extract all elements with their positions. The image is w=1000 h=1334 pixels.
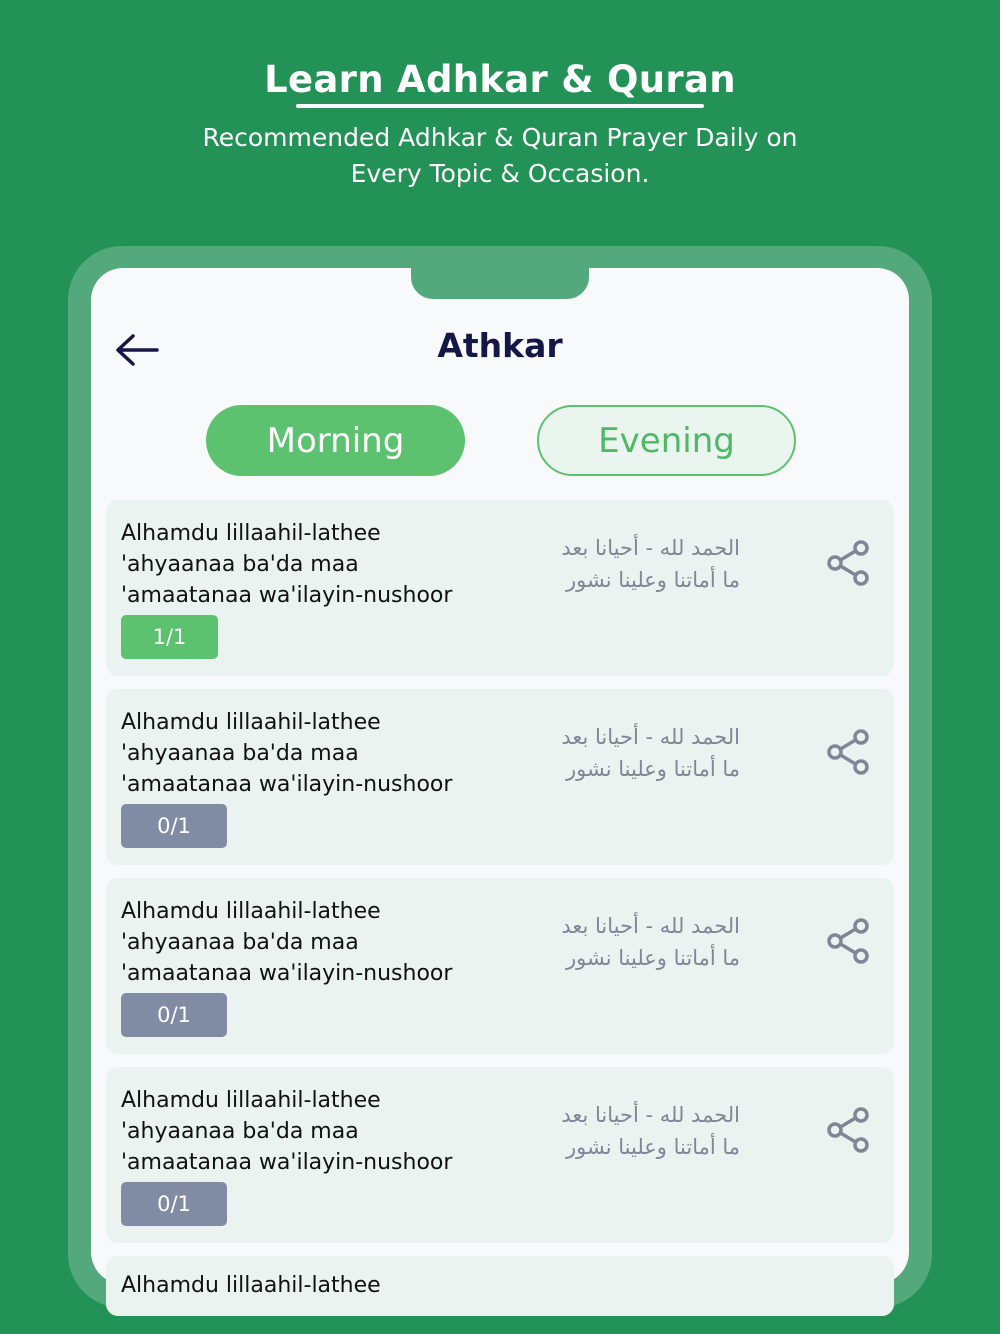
share-button[interactable] — [824, 1105, 874, 1155]
page-title: Athkar — [437, 326, 563, 365]
transliteration-text: Alhamdu lillaahil-lathee — [121, 1273, 381, 1298]
promo-subtitle: Recommended Adhkar & Quran Prayer Daily on Every Topic & Occasion. — [202, 123, 798, 188]
promo-title-underline — [296, 104, 704, 108]
app-screen — [91, 268, 909, 1298]
tab-evening[interactable]: Evening — [537, 405, 796, 476]
transliteration-text: Alhamdu lillaahil-lathee 'ahyaanaa ba'da maa 'amaatanaa wa'ilayin-nushoor — [121, 521, 453, 608]
count-badge[interactable]: 1/1 — [121, 615, 218, 659]
athkar-card[interactable] — [106, 689, 894, 865]
athkar-card[interactable] — [106, 1256, 894, 1316]
share-icon — [824, 727, 874, 777]
arabic-text: الحمد لله - أحيانا بعد ما أماتنا وعلينا نشور — [561, 536, 740, 592]
athkar-list[interactable] — [106, 500, 894, 1329]
tab-morning[interactable]: Morning — [206, 405, 465, 476]
athkar-card[interactable] — [106, 878, 894, 1054]
arabic-text: الحمد لله - أحيانا بعد ما أماتنا وعلينا نشور — [561, 1103, 740, 1159]
transliteration-text: Alhamdu lillaahil-lathee 'ahyaanaa ba'da maa 'amaatanaa wa'ilayin-nushoor — [121, 1088, 453, 1175]
transliteration-text: Alhamdu lillaahil-lathee 'ahyaanaa ba'da maa 'amaatanaa wa'ilayin-nushoor — [121, 899, 453, 986]
arabic-text: الحمد لله - أحيانا بعد ما أماتنا وعلينا نشور — [561, 914, 740, 970]
promo-title: Learn Adhkar & Quran — [264, 58, 736, 101]
athkar-card[interactable] — [106, 500, 894, 676]
count-badge[interactable]: 0/1 — [121, 993, 227, 1037]
transliteration-text: Alhamdu lillaahil-lathee 'ahyaanaa ba'da maa 'amaatanaa wa'ilayin-nushoor — [121, 710, 453, 797]
count-badge[interactable]: 0/1 — [121, 804, 227, 848]
share-icon — [824, 538, 874, 588]
share-icon — [824, 916, 874, 966]
athkar-card[interactable] — [106, 1067, 894, 1243]
arabic-text: الحمد لله - أحيانا بعد ما أماتنا وعلينا نشور — [561, 725, 740, 781]
share-button[interactable] — [824, 916, 874, 966]
share-button[interactable] — [824, 727, 874, 777]
share-button[interactable] — [824, 538, 874, 588]
device-notch — [411, 268, 589, 299]
share-icon — [824, 1105, 874, 1155]
count-badge[interactable]: 0/1 — [121, 1182, 227, 1226]
